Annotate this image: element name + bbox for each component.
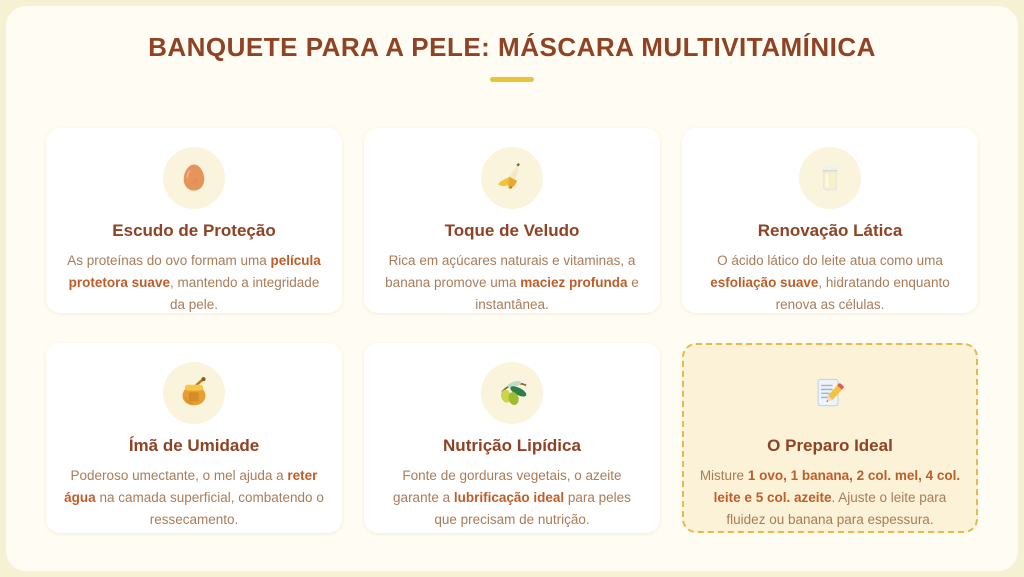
- desc-text: Poderoso umectante, o mel ajuda a: [70, 468, 288, 483]
- card-description: [698, 465, 962, 531]
- cards-grid: [6, 82, 1018, 533]
- card-milk: [682, 128, 978, 313]
- desc-text: Misture: [699, 468, 748, 483]
- desc-bold-text: maciez profunda: [520, 274, 628, 290]
- desc-bold-text: reter água: [64, 468, 318, 505]
- infographic-panel: [6, 6, 1018, 571]
- banana-icon: [493, 159, 531, 197]
- desc-text: O ácido lático do leite atua como uma: [717, 253, 943, 268]
- desc-text: . Ajuste o leite para fluidez ou banana para espessura.: [726, 489, 947, 527]
- honey-pot-icon: [175, 374, 213, 412]
- desc-text: Fonte de gorduras vegetais, o azeite garante a: [393, 468, 622, 505]
- desc-bold-text: 1 ovo, 1 banana, 2 col. mel, 4 col. leite e 5 col. azeite: [713, 468, 961, 505]
- card-title: Toque de Veludo: [444, 221, 580, 240]
- card-title: O Preparo Ideal: [767, 436, 893, 455]
- icon-circle: [163, 147, 225, 209]
- card-title: Nutrição Lipídica: [443, 436, 581, 455]
- card-banana: [364, 128, 660, 313]
- icon-circle: [799, 147, 861, 209]
- desc-bold-text: lubrificação ideal: [453, 489, 565, 505]
- desc-text: e instantânea.: [475, 274, 639, 312]
- icon-circle: [481, 147, 543, 209]
- card-egg: [46, 128, 342, 313]
- card-description: [698, 250, 962, 316]
- card-olive: [364, 343, 660, 533]
- page-title: BANQUETE PARA A PELE: MÁSCARA MULTIVITAMÍNICA: [148, 32, 876, 62]
- card-title: Escudo de Proteção: [112, 221, 276, 240]
- icon-circle: [481, 362, 543, 424]
- desc-text: , hidratando enquanto renova as células.: [775, 274, 950, 312]
- desc-text: na camada superficial, combatendo o ressecamento.: [95, 489, 324, 527]
- desc-text: , mantendo a integridade da pele.: [169, 274, 320, 312]
- header: [6, 6, 1018, 82]
- desc-bold-text: esfoliação suave: [710, 274, 819, 290]
- card-description: [62, 250, 326, 316]
- icon-circle: [799, 362, 861, 424]
- card-description: [62, 465, 326, 531]
- desc-bold-text: película protetora suave: [68, 253, 321, 290]
- card-title: Renovação Lática: [757, 221, 903, 240]
- olive-branch-icon: [493, 374, 531, 412]
- desc-text: As proteínas do ovo formam uma: [67, 253, 271, 268]
- card-honey: [46, 343, 342, 533]
- card-description: [380, 465, 644, 531]
- card-description: [380, 250, 644, 316]
- icon-circle: [163, 362, 225, 424]
- card-title: Ímã de Umidade: [128, 436, 260, 455]
- card-recipe: [682, 343, 978, 533]
- milk-glass-icon: [811, 159, 849, 197]
- desc-text: para peles que precisam de nutrição.: [434, 489, 631, 527]
- memo-pencil-icon: [811, 374, 849, 412]
- desc-text: Rica em açúcares naturais e vitaminas, a banana promove uma: [385, 253, 636, 290]
- egg-icon: [175, 159, 213, 197]
